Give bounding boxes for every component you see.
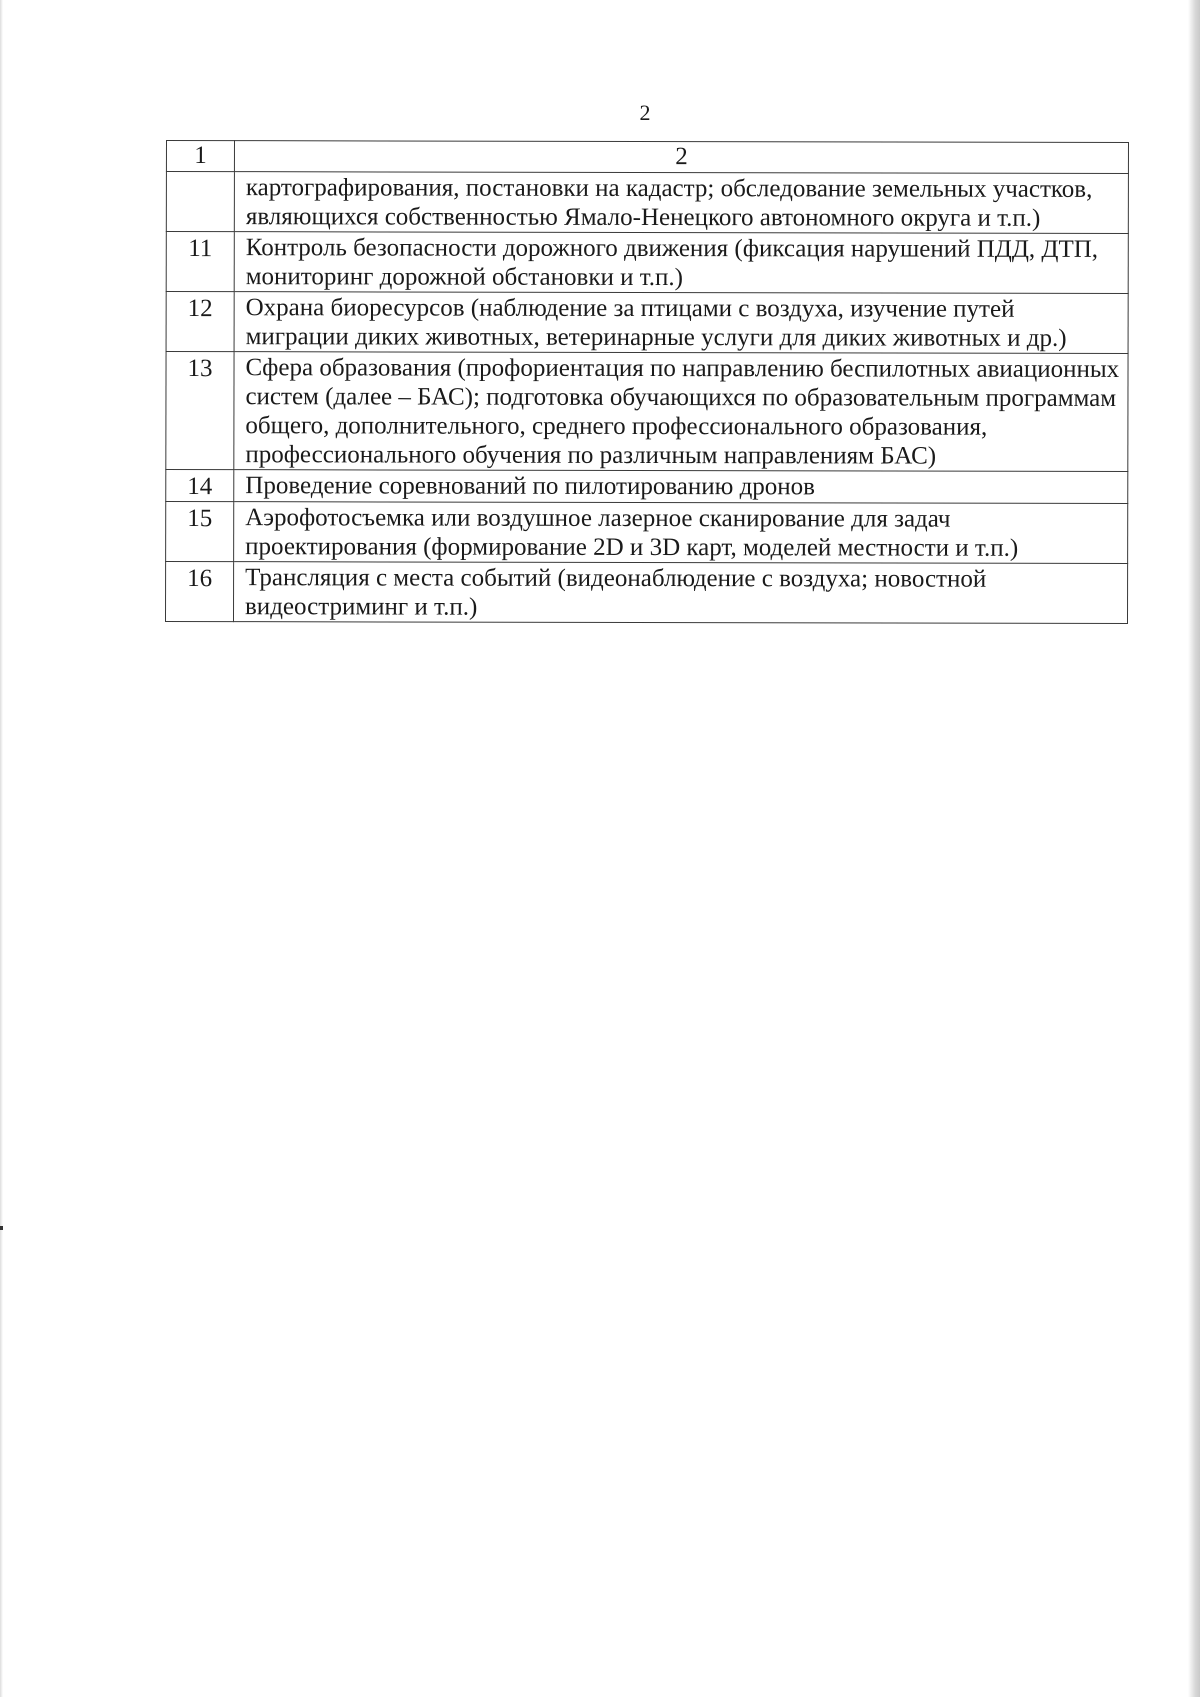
- table-row: [166, 232, 1128, 294]
- table-row: [166, 502, 1128, 564]
- row-number: 15: [166, 502, 234, 562]
- row-text: картографирования, постановки на кадастр; обследование земельных участков, являющихся собственностью Ямало-Ненецкого автономного округа и т.п.): [234, 172, 1128, 234]
- scan-edge-left: [0, 0, 3, 1697]
- table-row: [166, 352, 1128, 472]
- row-text: Аэрофотосъемка или воздушное лазерное сканирование для задач проектирования (формирование 2D и 3D карт, моделей местности и т.п.): [234, 502, 1128, 564]
- document-table: [165, 140, 1129, 624]
- table-row: [166, 470, 1128, 504]
- row-text: Охрана биоресурсов (наблюдение за птицами с воздуха, изучение путей миграции диких животных, ветеринарные услуги для диких животных и др.): [234, 292, 1128, 354]
- row-text: Трансляция с места событий (видеонаблюдение с воздуха; новостной видеостриминг и т.п.): [233, 562, 1127, 624]
- table-header-cell-num: 1: [166, 141, 234, 172]
- row-number: 12: [166, 292, 234, 352]
- table-row: [165, 562, 1127, 624]
- row-number: [166, 172, 234, 232]
- page-number: 2: [639, 100, 651, 125]
- row-number: 13: [166, 352, 234, 470]
- row-number: 11: [166, 232, 234, 292]
- row-number: 16: [165, 562, 233, 622]
- table-header-row: [166, 141, 1128, 174]
- table-row: [166, 292, 1128, 354]
- row-number: 14: [166, 470, 234, 502]
- row-text: Проведение соревнований по пилотированию дронов: [234, 470, 1128, 504]
- row-text: Контроль безопасности дорожного движения (фиксация нарушений ПДД, ДТП, мониторинг дорожной обстановки и т.п.): [234, 232, 1128, 294]
- row-text: Сфера образования (профориентация по направлению беспилотных авиационных систем (далее – БАС); подготовка обучающихся по образовательным программам общего, дополнительного, среднего профессионального образования, профессионального обучения по различным направлениям БАС): [234, 352, 1128, 472]
- scan-edge-right: [1188, 0, 1200, 1697]
- table-header-cell-text: 2: [234, 141, 1128, 174]
- table-row: [166, 172, 1128, 234]
- scan-mark: [0, 1226, 3, 1230]
